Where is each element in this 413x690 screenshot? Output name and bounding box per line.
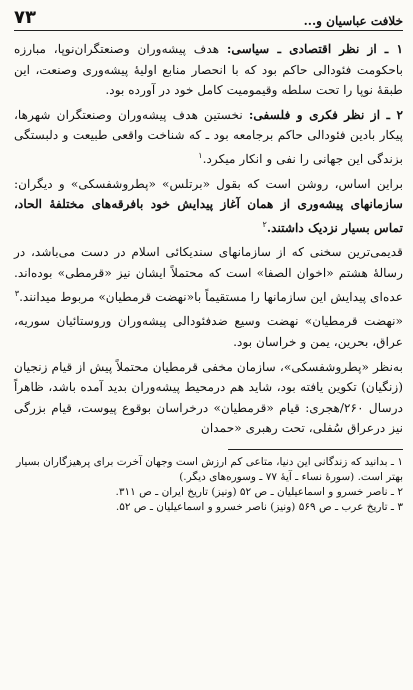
paragraph-lead: ۲ ـ از نظر فکری و فلسفی: [248,107,403,122]
footnote-ref: ۱ [198,150,203,160]
paragraph-bold-text: سازمانهای پیشه‌وری از همان آغاز پیدایش خود بافرقه‌های مختلفهٔ الحاد، تماس بسیار نزدیک داشتند. [14,197,403,235]
running-title: خلافت عباسیان و... [303,14,403,28]
paragraph-philosophical [14,105,403,170]
body-text [14,39,403,439]
page-header [14,6,403,31]
paragraph-text: به‌نظر «پطروشفسکی»، سازمان مخفی قرمطیان محتملاً پیش از قیام زنجیان (زنگیان) تکوین یافته بود، شاید هم درمحیط پیشه‌وران بدید آمده باشد، ظاهراً درسال ۲۶۰/هجری: قیام «قرمطیان» درخراسان بوقوع پیوست، قیام بزرگی نیز درعراق سُفلی، تحت رهبری «حمدان [14,359,404,436]
paragraph-text: «نهضت قرمطیان» نهضت وسیع ضدفئودالی پیشه‌وران وروستائیان سوریه، عراق، بحرین، یمن و خراسان بود. [14,314,403,349]
footnote-2: ۲ ـ ناصر خسرو و اسماعیلیان ـ ص ۵۲ (ونیز) تاریخ ایران ـ ص ۳۱۱. [115,485,403,498]
paragraph-text: قدیمی‌ترین سخنی که از سازمانهای سندیکائی اسلام در دست می‌باشد، در رسالهٔ هشتم «اخوان الصفا» است که محتملاً ایشان نیز «قرمطی» بوده‌اند. عده‌ای پیدایش این سازمانها را مستقیماً با«نهضت قرمطیان» مربوط میدانند. [14,245,403,304]
footnote-ref: ۲ [262,219,267,229]
footnotes [14,455,403,515]
paragraph-lead: ۱ ـ از نظر اقتصادی ـ سیاسی: [226,42,403,56]
page-number: ۷۳ [14,7,36,28]
footnote-ref: ۳ [14,288,20,298]
paragraph-economic-political [14,39,403,101]
paragraph-qarmatian-movement [14,311,403,352]
paragraph-text: براین اساس، روشن است که بقول «برتلس» «پطروشفسکی» و دیگران: [14,176,403,191]
footnote-3: ۳ ـ تاریخ عرب ـ ص ۵۶۹ (ونیز) ناصر خسرو و اسماعیلیان ـ ص ۵۲. [115,500,403,513]
paragraph-heretical-sects [14,174,403,239]
paragraph-petrushevsky [14,357,403,439]
paragraph-ikhwan [14,242,403,307]
footnote-divider [228,449,403,450]
footnote-1: ۱ ـ بدانید که زندگانی این دنیا، متاعی کم ارزش است وجهان آخرت برای پرهیزگاران بسیار بهتر است. (سورهٔ نساء ـ آیهٔ ۷۷ ـ وسوره‌های دیگر.) [16,455,403,483]
paragraph-text: نخستین هدف پیشه‌وران وصنعتگران شهرها، پیکار بادین فئودالی حاکم برجامعه بود ـ که شناخت واقعی طبیعت و دلبستگی بزندگی این جهانی را نفی و انکار میکرد. [14,107,403,167]
paragraph-text: هدف پیشه‌وران وصنعتگران‌نوپا، مبارزه باحکومت فئودالی حاکم بود که با انحصار منابع اولیهٔ پیشه‌وری وصنعت، این طبقهٔ نوپا را تحت سلطه وقیمومیت کامل خود در آورده بود. [14,42,403,98]
